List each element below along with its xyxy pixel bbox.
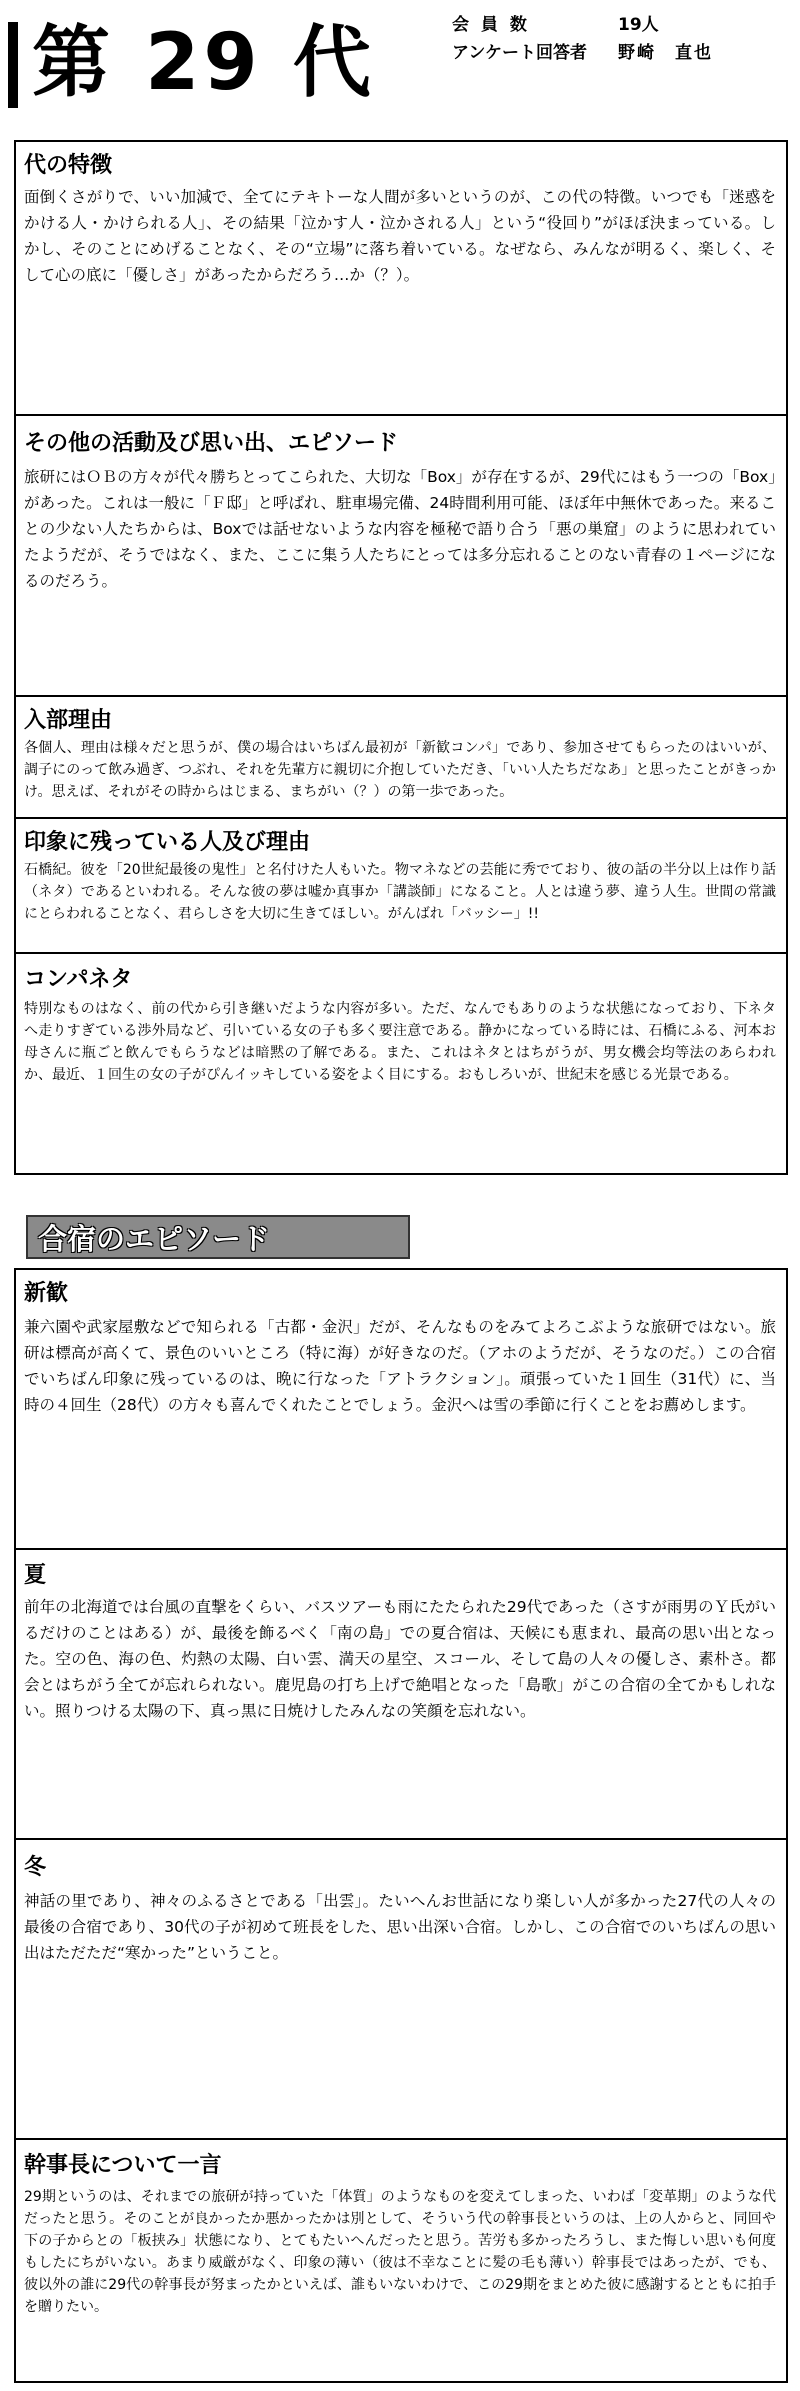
section-body: 面倒くさがりで、いい加減で、全てにテキトーな人間が多いというのが、この代の特徴。いつでも「迷惑をかける人・かけられる人」、その結果「泣かす人・泣かされる人」という“役回り”がほぼ決まっている。しかし、そのことにめげることなく、その“立場”に落ち着いている。なぜなら、みんなが明るく、楽しく、そして心の底に「優しさ」があったからだろう…か（？）。	[24, 188, 776, 284]
members-label: 会 員 数	[452, 15, 530, 35]
section-body: 旅研にはＯＢの方々が代々勝ちとってこられた、大切な「Box」が存在するが、29代にはもう一つの「Box」があった。これは一般に「Ｆ邸」と呼ばれ、駐車場完備、24時間利用可能、ほぼ年中無休であった。来ることの少ない人たちからは、Boxでは話せないような内容を極秘で語り合う「悪の巣窟」のように思われていたようだが、そうではなく、また、ここに集う人たちにとっては多分忘れることのない青春の１ページになるのだろう。	[24, 468, 776, 590]
section-winter-camp	[16, 1838, 786, 2140]
section-body: 前年の北海道では台風の直撃をくらい、バスツアーも雨にたたられた29代であった（さすが雨男のＹ氏がいるだけのことはある）が、最後を飾るべく「南の島」での夏合宿は、天候にも恵まれ、最高の思い出となった。空の色、海の色、灼熱の太陽、白い雲、満天の星空、スコール、そして島の人々の優しさ、素朴さ。都会とはちがう全てが忘れられない。鹿児島の打ち上げで絶唱となった「島歌」がこの合宿の全てかもしれない。照りつける太陽の下、真っ黒に日焼けしたみんなの笑顔を忘れない。	[24, 1598, 776, 1720]
section-heading: その他の活動及び思い出、エピソード	[24, 431, 399, 456]
section-heading: 新歓	[24, 1281, 69, 1306]
section-body: 石橋紀。彼を「20世紀最後の鬼性」と名付けた人もいた。物マネなどの芸能に秀でており、彼の話の半分以上は作り話（ネタ）であるといわれる。そんな彼の夢は嘘か真事か「講談師」になること。人とは違う夢、違う人生。世間の常識にとらわれることなく、君らしさを大切に生きてほしい。がんばれ「バッシー」!!	[24, 862, 776, 922]
camp-episodes-banner: 合宿のエピソード	[26, 1215, 410, 1259]
section-welcome-camp	[16, 1270, 786, 1548]
section-heading: 幹事長について一言	[24, 2153, 222, 2178]
section-joining-reason	[16, 695, 786, 819]
section-party-topics	[16, 952, 786, 1175]
profile-box	[14, 140, 788, 1175]
section-summer-camp	[16, 1548, 786, 1840]
section-heading: 代の特徴	[24, 153, 113, 178]
section-generation-traits	[16, 142, 786, 414]
section-chairman-comment	[16, 2138, 786, 2383]
section-heading: 印象に残っている人及び理由	[24, 830, 311, 855]
title-bar-mark	[8, 22, 18, 108]
page-title: 第 29 代	[32, 18, 375, 108]
section-body: 兼六園や武家屋敷などで知られる「古都・金沢」だが、そんなものをみてよろこぶような旅研ではない。旅研は標高が高くて、景色のいいところ（特に海）が好きなのだ。（アホのようだが、そうなのだ。）この合宿でいちばん印象に残っているのは、晩に行なった「アトラクション」。頑張っていた１回生（31代）に、当時の４回生（28代）の方々も喜んでくれたことでしょう。金沢へは雪の季節に行くことをお薦めします。	[24, 1318, 776, 1414]
section-body: 神話の里であり、神々のふるさとである「出雲」。たいへんお世話になり楽しい人が多かった27代の人々の最後の合宿であり、30代の子が初めて班長をした、思い出深い合宿。しかし、この合宿でのいちばんの思い出はただただ“寒かった”ということ。	[24, 1892, 776, 1962]
section-body: 29期というのは、それまでの旅研が持っていた「体質」のようなものを変えてしまった、いわば「変革期」のような代だったと思う。そのことが良かったか悪かったかは別として、そういう代の幹事長というのは、上の人からと、同回や下の子からとの「板挟み」状態になり、とてもたいへんだったと思う。苦労も多かったろうし、また悔しい思いも何度もしたにちがいない。あまり威厳がなく、印象の薄い（彼は不幸なことに髪の毛も薄い）幹事長ではあったが、でも、彼以外の誰に29代の幹事長が努まったかといえば、誰もいないわけで、この29期をまとめた彼に感謝するとともに拍手を贈りたい。	[24, 2189, 776, 2315]
section-heading: 冬	[24, 1855, 47, 1880]
respondent-value: 野崎 直也	[618, 43, 713, 63]
respondent-label: アンケート回答者	[452, 43, 587, 63]
section-body: 特別なものはなく、前の代から引き継いだような内容が多い。ただ、なんでもありのような状態になっており、下ネタへ走りすぎている渉外局など、引いている女の子も多く要注意である。静かになっている時には、石橋にふる、河本お母さんに瓶ごと飲んでもらうなどは暗黙の了解である。また、これはネタとはちがうが、男女機会均等法のあらわれか、最近、１回生の女の子がぴんイッキしている姿をよく目にする。おもしろいが、世紀末を感じる光景である。	[24, 1001, 776, 1083]
members-value: 19人	[618, 15, 659, 35]
section-body: 各個人、理由は様々だと思うが、僕の場合はいちばん最初が「新歓コンパ」であり、参加させてもらったのはいいが、調子にのって飲み過ぎ、つぶれ、それを先輩方に親切に介抱していただき、「いい人たちだなあ」と思ったことがきっかけ。思えば、それがその時からはじまる、まちがい（？）の第一歩であった。	[24, 740, 776, 800]
section-heading: コンパネタ	[24, 967, 133, 992]
section-memorable-person	[16, 817, 786, 951]
section-heading: 入部理由	[24, 708, 113, 733]
camp-box	[14, 1268, 788, 2383]
section-heading: 夏	[24, 1563, 47, 1588]
